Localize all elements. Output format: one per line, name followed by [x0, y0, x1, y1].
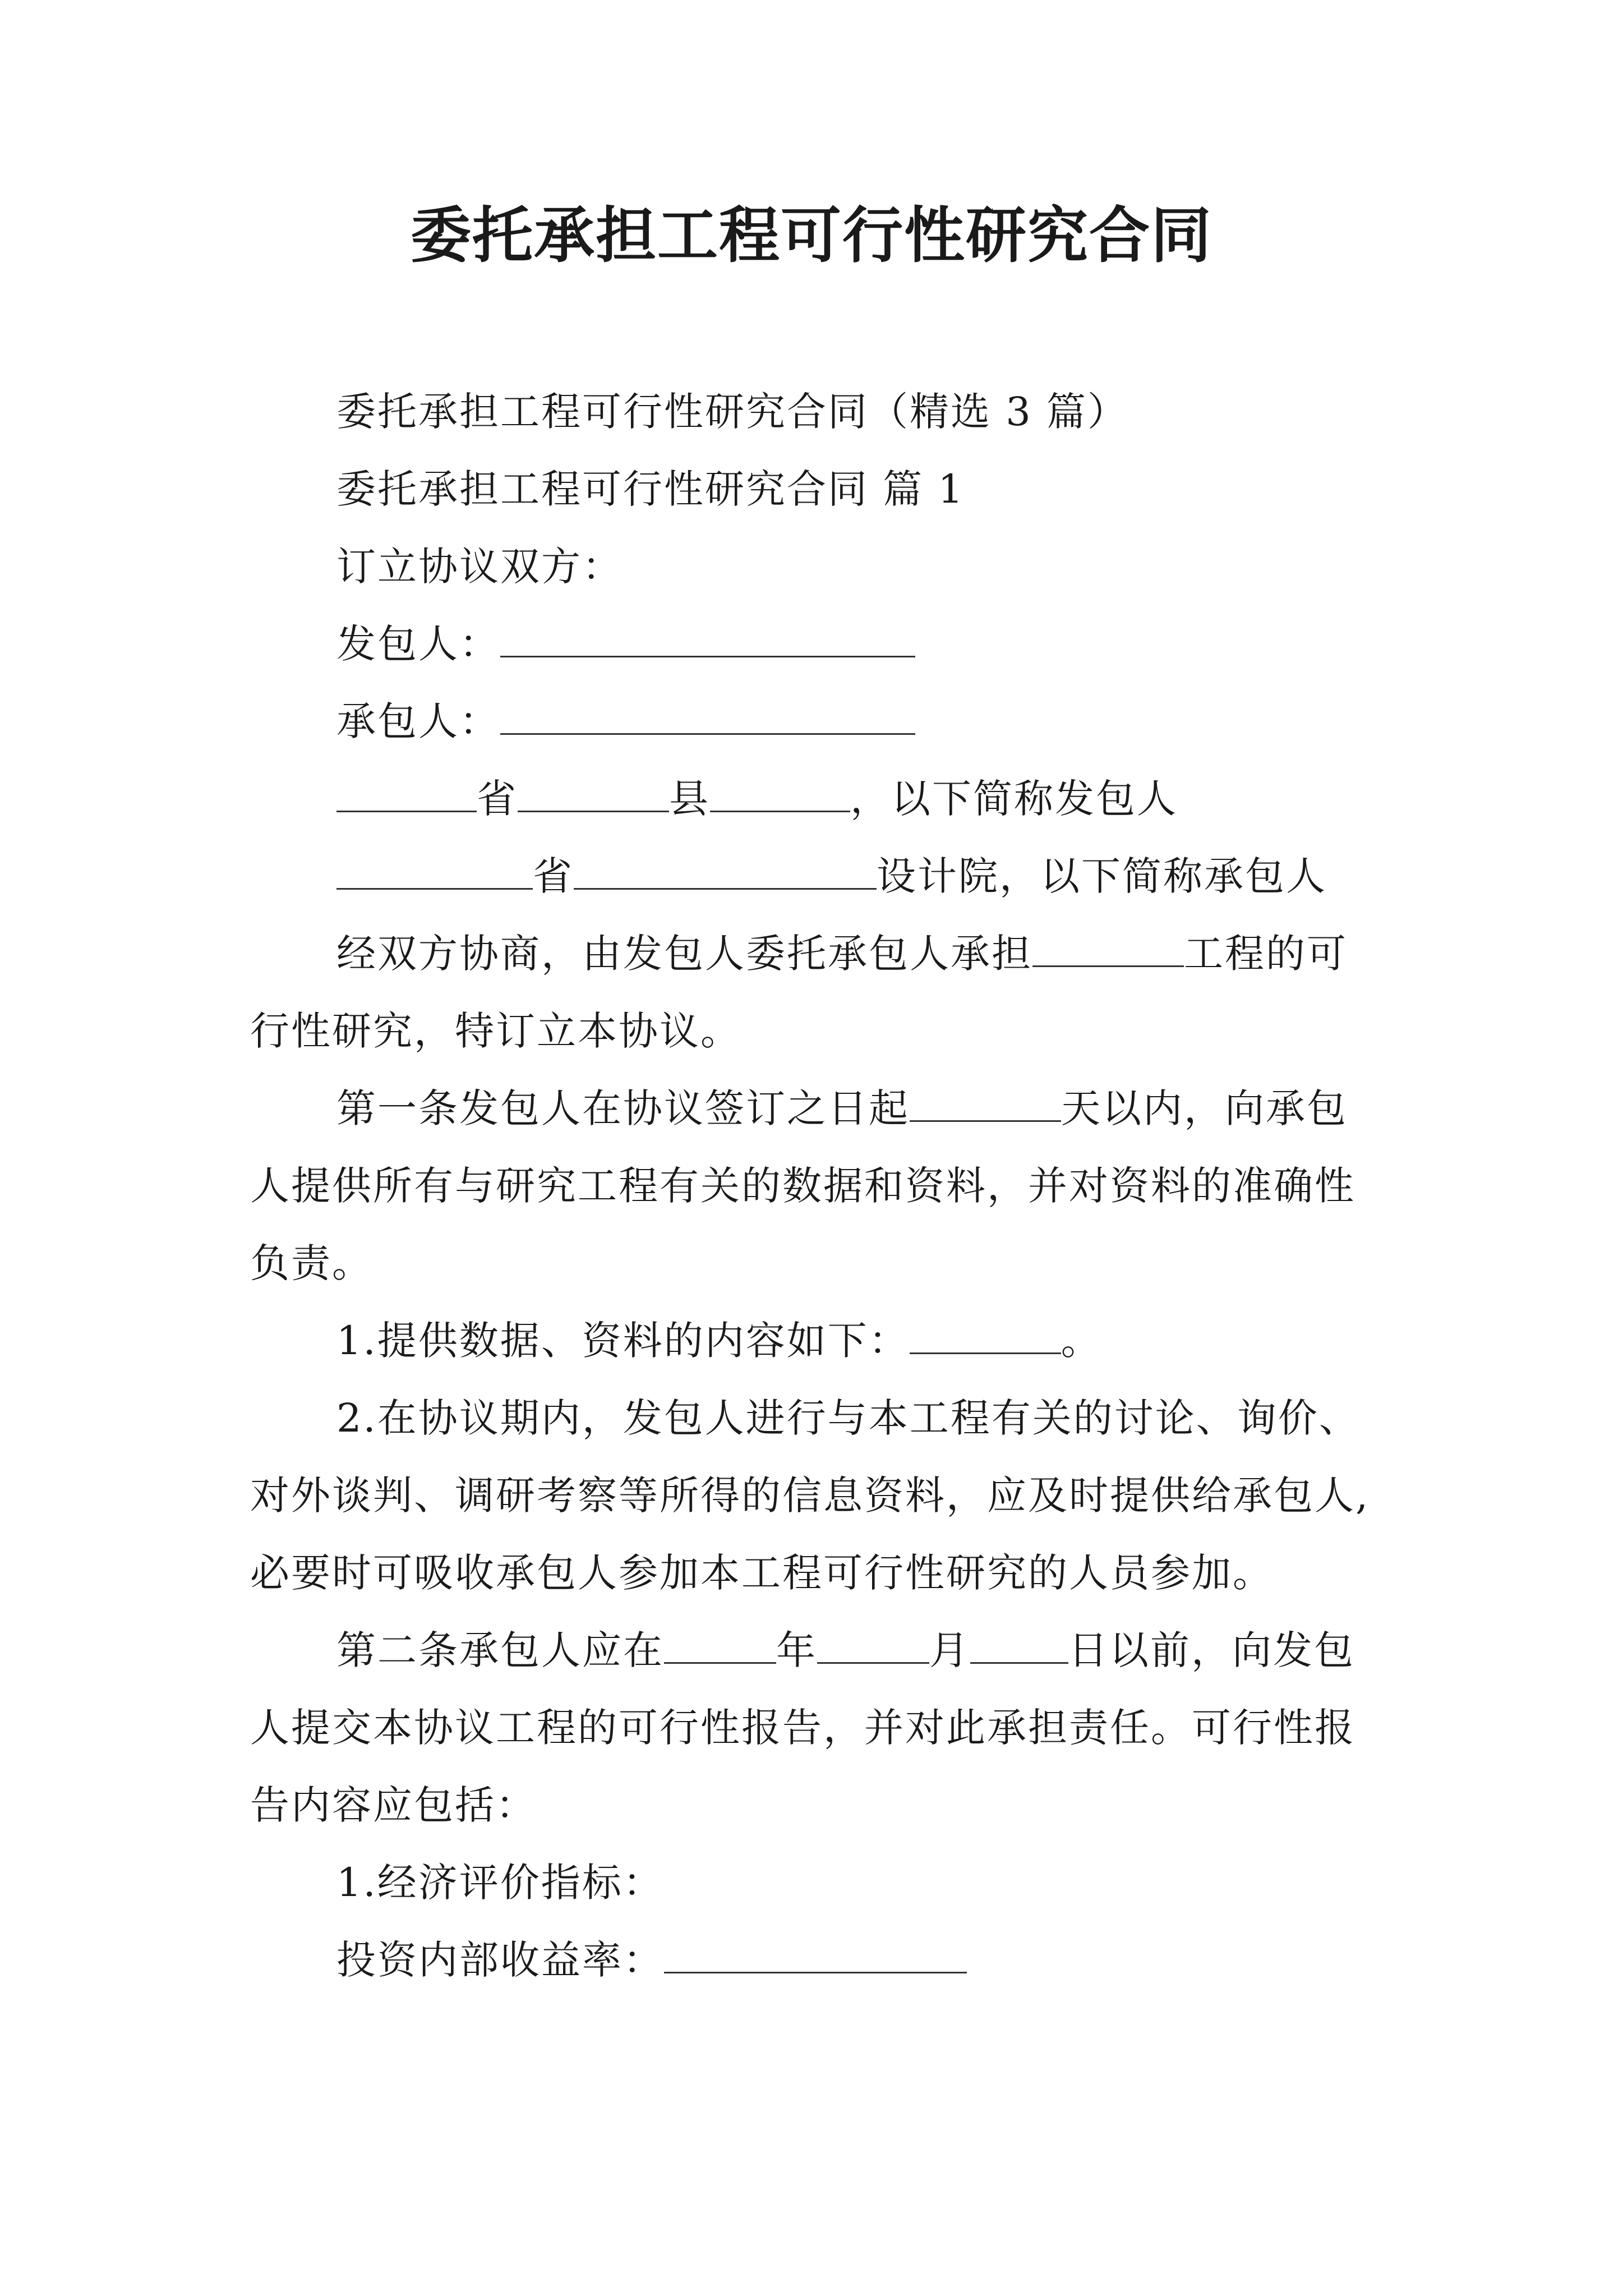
irr-blank[interactable]	[664, 1937, 967, 1973]
article-1-text-a: 第一条发包人在协议签订之日起	[336, 1085, 910, 1131]
employer-short-text: ，以下简称发包人	[850, 776, 1178, 822]
item-1-1-text: 1.提供数据、资料的内容如下：	[336, 1318, 910, 1364]
contractor-location-line	[250, 838, 1383, 915]
year-text: 年	[776, 1627, 817, 1673]
item-2-1: 1.经济评价指标：	[336, 1860, 664, 1906]
article-2-text-d: 日以前，向发包人提交本协议工程的可行性报告，并对此承担责任。可行性报告内容应包括：	[250, 1627, 1355, 1828]
article-2	[250, 1612, 1383, 1844]
day-blank[interactable]	[970, 1627, 1068, 1664]
document-body	[250, 373, 1383, 1999]
project-name-blank[interactable]	[1032, 931, 1184, 967]
employer-name-blank[interactable]	[710, 776, 850, 812]
employer-label: 发包人：	[336, 621, 500, 667]
parties-intro: 订立协议双方：	[336, 544, 623, 590]
contractor-short-text: 设计院，以下简称承包人	[877, 853, 1327, 899]
contractor-blank[interactable]	[500, 698, 915, 735]
contractor-province-blank[interactable]	[336, 853, 533, 890]
irr-line	[250, 1921, 1383, 1999]
item-1-1-end: 。	[1061, 1318, 1102, 1364]
contractor-institute-blank[interactable]	[574, 853, 877, 890]
item-1-2: 2.在协议期内，发包人进行与本工程有关的讨论、询价、对外谈判、调研考察等所得的信息资料，应及时提供给承包人,必要时可吸收承包人参加本工程可行性研究的人员参加。	[250, 1395, 1370, 1596]
province-text: 省	[533, 853, 574, 899]
province-text: 省	[477, 776, 518, 822]
employer-line	[250, 605, 1383, 683]
employer-location-line	[250, 760, 1383, 838]
item-1-1	[250, 1302, 1383, 1379]
employer-blank[interactable]	[500, 621, 915, 657]
county-text: 县	[669, 776, 710, 822]
month-blank[interactable]	[817, 1627, 929, 1664]
month-text: 月	[929, 1627, 970, 1673]
year-blank[interactable]	[664, 1627, 776, 1664]
consultation-text-a: 经双方协商，由发包人委托承包人承担	[336, 931, 1032, 977]
article-1-text-b: 天以内，向承包人提供所有与研究工程有关的数据和资料，并对资料的准确性负责。	[250, 1085, 1355, 1286]
days-blank[interactable]	[910, 1085, 1061, 1122]
article-1	[250, 1070, 1383, 1302]
contractor-line	[250, 683, 1383, 760]
subtitle: 委托承担工程可行性研究合同（精选 3 篇）	[336, 389, 1129, 435]
section-heading: 委托承担工程可行性研究合同 篇 1	[336, 466, 965, 512]
employer-county-blank[interactable]	[518, 776, 669, 812]
consultation-text-b: 工程的可行性研究，特订立本协议。	[250, 931, 1348, 1054]
data-content-blank[interactable]	[910, 1318, 1061, 1354]
irr-label: 投资内部收益率：	[336, 1937, 664, 1983]
employer-province-blank[interactable]	[336, 776, 477, 812]
article-2-text-a: 第二条承包人应在	[336, 1627, 664, 1673]
document-title: 委托承担工程可行性研究合同	[410, 200, 1212, 271]
contractor-label: 承包人：	[336, 698, 500, 744]
consultation-paragraph	[250, 915, 1383, 1070]
